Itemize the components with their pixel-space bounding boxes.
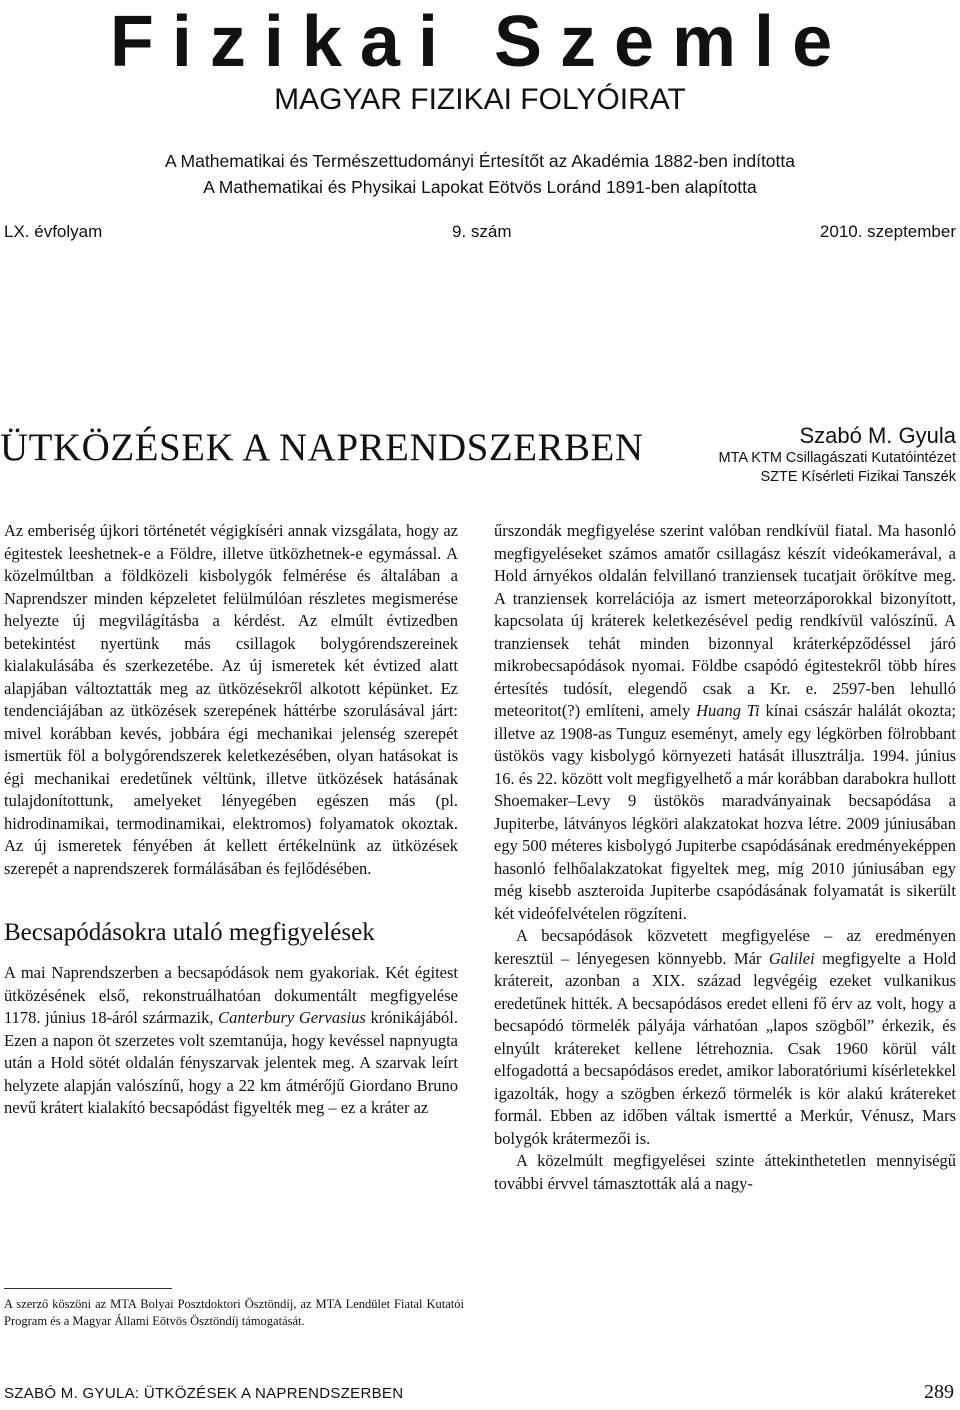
right-p2-text-b: megfigyelte a Hold krátereit, azonban a XIX. század legvégéig ezeket vulkanikus eredetűnek hitték. A becsapódásos eredet elleni fő érv az volt, hogy a becsapódó törmelék pályája várhatóan „lapos szögből” érkezik, és elnyúlt krátereket kellene létrehoznia. Csak 1960 körül vált elfogadottá a becsapódásos eredet, amikor laboratóriumi kísérletekkel igazolták, hogy a szögben érkező törmelék is kör alakú krátereket formál. Ebben az időben váltak ismertté a Merkúr, Vénusz, Mars bolygók krátermezői is. <box>494 948 956 1148</box>
volume-label: LX. évfolyam <box>4 222 103 241</box>
right-paragraph-3: A közelmúlt megfigyelései szinte áttekinthetetlen mennyiségű további érvvel támasztották alá a nagy- <box>494 1151 956 1193</box>
page-number: 289 <box>924 1381 954 1403</box>
right-p1-text-b: kínai császár halálát okozta; illetve az 1908-as Tunguz eseményt, amely egy légkörben fölrobbant üstökös vagy kisbolygó környezeti hatását illusztrálja. 1994. június 16. és 22. között volt megfigyelhető a már korábban darabokra hullott Shoemaker–Levy 9 üstökös maradványainak becsapódása a Jupiterbe, látványos légköri alakzatokat hozva létre. 2009 júniusában egy 500 méteres kisbolygó Jupiterbe csapódásának eredményeképpen hasonló felhőalakzatokat figyeltek meg, míg 2010 júniusában egy még kisebb aszteroida Jupiterbe csapódásának folyamatát is sikerült két videófelvételen rögzíteni. <box>494 701 957 923</box>
issue-info-bar <box>0 221 960 243</box>
author-name: Szabó M. Gyula <box>799 423 956 448</box>
intro-paragraph: Az emberiség újkori történetét végigkíséri annak vizsgálata, hogy az égitestek leeshetnek-e a Földre, illetve ütközhetnek-e egymással. A közelmúltban a földközeli kisbolygók felmérése és általában a Naprendszer minden képzeletet felülmúlóan részletes megismerése helyezte új megvilágításba a kérdést. Az elmúlt évtizedben betekintést nyertünk más csillagok bolygórendszereinek kialakulásába és szerkezetébe. Az új ismeretek két évtized alatt alapjában változtatták meg az ütközésekről alkotott képünket. Ez tendenciájában az ütközések szerepének háttérbe szorulásával járt: mivel korábban kevés, jobbára égi mechanikai jelenség szerepét ismertük föl a bolygórendszerek keletkezésében, olyan hatásokat is égi mechanikai eredetűnek véltünk, illetve ütközések hatásának tulajdonítottunk, amelyeket lényegében egészen más (pl. hidrodinamikai, termodinamikai, elektromos) folyamatok okoztak. Az új ismeretek fényében át kellett értékelnünk az ütközések szerepét a naprendszerek formálásában és fejlődésében. <box>4 521 458 878</box>
issue-number: 9. szám <box>452 222 512 241</box>
section-italic-name: Canterbury Gervasius <box>218 1008 366 1027</box>
right-p2-text-a: A becsapódások közvetett megfigyelése – az eredményen keresztül – lényegesen könnyebb. Már <box>494 926 956 968</box>
journal-history <box>0 148 960 200</box>
article-title: ÜTKÖZÉSEK A NAPRENDSZERBEN <box>0 426 644 469</box>
right-p1-text-a: űrszondák megfigyelése szerint valóban rendkívül fiatal. Ma hasonló megfigyeléseket számos amatőr csillagász készít videókamerával, a Hold árnyékos oldalán felvillanó tranziensek tucatjait örökítve meg. A tranziensek korrelációja az ismert meteorzáporokkal bizonyított, kapcsolata új kráterek keletkezésével pedig rendkívül valószínű. A tranziensek tehát minden bizonnyal kráterképződéssel járó mikrobecsapódások nyomai. Földbe csapódó égitestekről több híres értesítés tudósít, elegendő csak a Kr. e. 2597-ben lehulló meteoritot(?) említeni, amely <box>494 521 956 720</box>
right-paragraph-2 <box>494 925 956 1150</box>
section-text-2: krónikájából. Ezen a napon öt szerzetes volt szemtanúja, hogy kevéssel napnyugta után a Hold sötét oldalán fényszarvak jelentek meg. A szarvak leírt helyzete alapján valószínű, hogy a 22 km átmérőjű Giordano Bruno nevű krátert kialakító becsapódást figyelték meg – ez a kráter az <box>4 1008 459 1117</box>
left-column <box>4 520 458 1120</box>
running-head: SZABÓ M. GYULA: ÜTKÖZÉSEK A NAPRENDSZERBEN <box>4 1385 404 1402</box>
right-p1-italic: Huang Ti <box>696 701 760 720</box>
journal-subtitle: MAGYAR FIZIKAI FOLYÓIRAT <box>274 83 686 116</box>
right-paragraph-1 <box>494 520 956 925</box>
history-line-1: A Mathematikai és Természettudományi Értesítőt az Akadémia 1882-ben indította <box>164 151 796 171</box>
author-block <box>719 423 956 487</box>
right-column <box>494 520 956 1195</box>
author-affiliation-2: SZTE Kísérleti Fizikai Tanszék <box>760 469 956 485</box>
history-line-2: A Mathematikai és Physikai Lapokat Eötvös Loránd 1891-ben alapította <box>203 177 757 197</box>
section-paragraph <box>4 962 458 1120</box>
section-heading: Becsapódásokra utaló megfigyelések <box>4 919 375 946</box>
section-text-1: A mai Naprendszerben a becsapódások nem gyakoriak. Két égitest ütközésének első, rekonstruálhatóan dokumentált megfigyelése 1178. június 18-áról származik, <box>4 963 458 1027</box>
author-affiliation-1: MTA KTM Csillagászati Kutatóintézet <box>718 450 956 466</box>
right-p2-italic: Galilei <box>768 948 815 968</box>
issue-date: 2010. szeptember <box>819 222 956 241</box>
footnote: A szerző köszöni az MTA Bolyai Posztdoktori Ösztöndíj, az MTA Lendület Fiatal Kutatói Program és a Magyar Állami Eötvös Ösztöndíj támogatását. <box>4 1297 464 1328</box>
journal-title: Fizikai Szemle <box>109 2 851 82</box>
footnote-rule <box>4 1288 172 1289</box>
